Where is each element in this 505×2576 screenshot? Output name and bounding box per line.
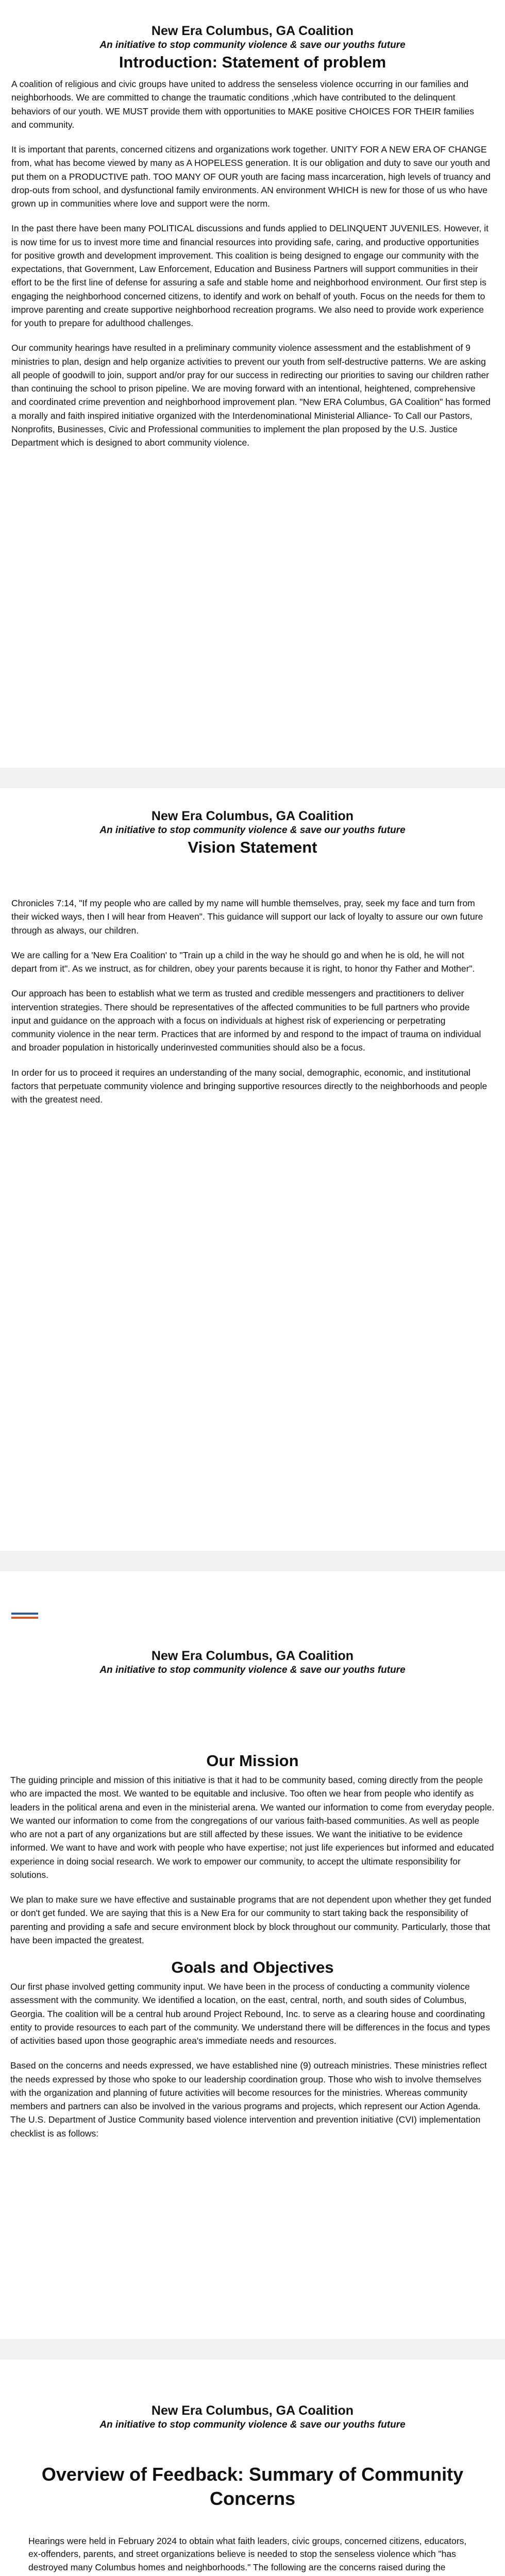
page-introduction [0, 0, 505, 768]
paragraph: We plan to make sure we have effective and sustainable programs that are not dependent upon whether they get funded or don't get funded. We are saying that this is a New Era for our community to start taking back the responsibility of parenting and providing a safe and secure environment block by block throughout our community. Particularly, those that have been impacted the greatest. [10, 1894, 492, 1945]
paragraph: A coalition of religious and civic groups have united to address the senseless violence occurring in our families and neighborhoods. We are committed to change the traumatic conditions ,which have contributed to the delinquent behaviors of our youth. WE MUST provide them with opportunities to MAKE positive CHOICES FOR THEIR families and community. [11, 79, 475, 130]
tagline: An initiative to stop community violence & save our youths future [99, 825, 406, 836]
paragraph: Based on the concerns and needs expressed, we have established nine (9) outreach ministries. These ministries reflect the needs expressed by those who spoke to our leadership coordination group. Those who wish to involve themselves with the organization and planning of future activities will become resources for the ministries. Whereas community members and partners can also be involved in the various programs and projects, which represent our Action Agenda. The U.S. Department of Justice Community based violence intervention and prevention initiative (CVI) implementation checklist is as follows: [10, 2060, 487, 2139]
page-header [0, 809, 505, 857]
org-title: New Era Columbus, GA Coalition [151, 1649, 354, 1663]
org-title: New Era Columbus, GA Coalition [151, 809, 354, 823]
page-gap [0, 768, 505, 788]
org-title: New Era Columbus, GA Coalition [151, 24, 354, 38]
paragraph: Our community hearings have resulted in a preliminary community violence assessment and the establishment of 9 ministries to plan, design and help organize activities to prevent our youth from self-destructive patterns. We are asking all people of goodwill to join, support and/or pray for our success in redirecting our priorities to saving our children rather than continuing the school to prison pipeline. We are moving forward with an intentional, heightened, comprehensive and coordinated crime prevention and neighborhood improvement plan. "New ERA Columbus, GA Coalition" has formed a morally and faith inspired initiative organized with the Interdenominational Ministerial Alliance- To Call our Pastors, Nonprofits, Businesses, Civic and Professional communities to implement the plan proposed by the U.S. Justice Department which is designed to abort community violence. [11, 343, 491, 448]
mission-title: Our Mission [206, 1752, 299, 1770]
page-vision [0, 788, 505, 1551]
org-title: New Era Columbus, GA Coalition [151, 2403, 354, 2418]
accent-bar-orange [11, 1617, 38, 1619]
vision-body [11, 896, 491, 1117]
paragraph: The guiding principle and mission of this initiative is that it had to be community based, coming directly from the people who are impacted the most. We wanted to be equitable and inclusive. Too often we hear from people who identify as leaders in the political arena and even in the ministerial arena. We wanted our information to come from everyday people. We wanted our information to come from the congregations of our various faith-based communities. As well as people who are not a part of any organizations but are still affected by these issues. We want the initiative to be evidence informed. We want to have and work with people who have expertise; not just life experiences but informed and educated experience in doing social research. We work to empower our community, to accept the ultimate responsibility for solutions. [10, 1775, 495, 1880]
feedback-intro: Hearings were held in February 2024 to obtain what faith leaders, civic groups, concerned citizens, educators, ex-offenders, parents, and street organizations believe is needed to stop the senseless violence which "has destroyed many Columbus homes and neighborhoods." The following are the concerns raised during the [28, 2536, 467, 2572]
paragraph: Our approach has been to establish what we term as trusted and credible messengers and practitioners to deliver intervention strategies. There should be representatives of the affected communities to be full partners who provide input and guidance on the approach with a focus on individuals at highest risk of experiencing or perpetrating community violence in the near term. Practices that are informed by and respond to the impact of trauma on individual and broader population in historically underinvested communities should also be a focus. [11, 988, 481, 1053]
accent-bar-blue [11, 1613, 38, 1615]
page-gap [0, 2339, 505, 2360]
paragraph: We are calling for a 'New Era Coalition' to "Train up a child in the way he should go and when he is old, he will not depart from it". As we instruct, as for children, obey your parents because it is right, to honor thy Father and Mother". [11, 950, 475, 974]
page-feedback [0, 2360, 505, 2576]
paragraph: In order for us to proceed it requires an understanding of the many social, demographic, economic, and institutional factors that perpetuate community violence and bringing supportive resources directly to the neighborhoods and people with the greatest need. [11, 1067, 487, 1105]
paragraph: Our first phase involved getting community input. We have been in the process of conducting a community violence assessment with the community. We identified a location, on the east, central, north, and south sides of Columbus, Georgia. The coalition will be a central hub around Project Rebound, Inc. to serve as a clearing house and coordinating entity to provide resources to each part of the community. We understand there will be differences in the focus and types of activities based upon those geographic area's immediate needs and resources. [10, 1981, 490, 2046]
tagline: An initiative to stop community violence & save our youths future [99, 2419, 406, 2430]
paragraph: Chronicles 7:14, "If my people who are called by my name will humble themselves, pray, seek my face and turn from their wicked ways, then I will hear from Heaven". This guidance will support our lack of loyalty to assure our own future through as always, our children. [11, 898, 483, 936]
intro-body [11, 77, 491, 461]
paragraph: In the past there have been many POLITICAL discussions and funds applied to DELINQUENT JUVENILES. However, it is now time for us to invest more time and financial resources into providing safe, caring, and productive opportunities for positive growth and development improvement. This coalition is being designed to engage our community with the expectations, that Government, Law Enforcement, Education and Business Partners will support communities in their effort to be the first line of defense for assuring a safe and stable home and neighborhood environment. Our first step is engaging the neighborhood concerned citizens, to identify and work on behalf of youth. Focus on the needs for them to improve parenting and create supportive neighborhood recreation programs. We also need to provide work experience for youth to prepare for adulthood challenges. [11, 223, 489, 328]
mission-body [10, 1747, 495, 2151]
page-header [0, 24, 505, 72]
section-title: Vision Statement [188, 838, 317, 856]
page-mission [0, 1571, 505, 2339]
page-gap [0, 1551, 505, 1571]
section-title: Introduction: Statement of problem [119, 53, 386, 71]
section-title: Overview of Feedback: Summary of Community Concerns [41, 2464, 464, 2509]
goals-title: Goals and Objectives [171, 1958, 334, 1976]
page-header [0, 2403, 505, 2431]
page-header [0, 1649, 505, 1676]
tagline: An initiative to stop community violence & save our youths future [99, 40, 406, 50]
paragraph: It is important that parents, concerned citizens and organizations work together. UNITY FOR A NEW ERA OF CHANGE from, what has become viewed by many as A HOPELESS generation. It is our obligation and duty to save our youth and put them on a PRODUCTIVE path. TOO MANY OF OUR youth are facing mass incarceration, high levels of truancy and drop-outs from school, and dysfunctional family environments. AN environment WHICH is new for those of us who have grown up in communities where love and support were the norm. [11, 144, 491, 209]
tagline: An initiative to stop community violence & save our youths future [99, 1665, 406, 1675]
